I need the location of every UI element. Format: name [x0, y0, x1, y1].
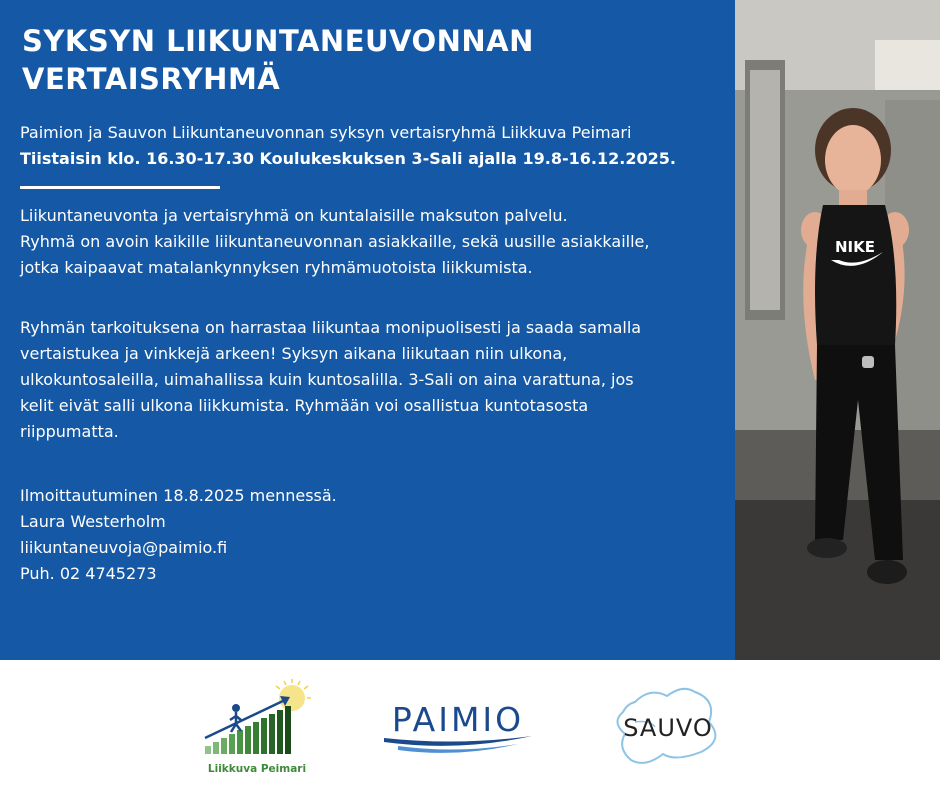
photo-illustration — [735, 0, 940, 660]
paimio-logo — [378, 698, 538, 758]
paragraph-purpose — [20, 315, 720, 445]
liikkuva-peimari-logo-text: Liikkuva Peimari — [207, 763, 307, 775]
registration-deadline: Ilmoittautuminen 18.8.2025 mennessä. — [20, 486, 337, 505]
liikkuva-peimari-logo-graphic — [200, 678, 315, 778]
paimio-logo-graphic — [378, 698, 538, 758]
liikkuva-peimari-logo — [200, 678, 315, 778]
sauvo-logo-text: SAUVO — [623, 714, 713, 742]
trainer-photo — [735, 0, 940, 660]
footer-logos — [0, 660, 940, 788]
divider — [20, 186, 220, 189]
paragraph-line: Ryhmän tarkoituksena on harrastaa liikuntaa monipuolisesti ja saada samalla — [20, 318, 642, 337]
paimio-logo-text: PAIMIO — [391, 700, 525, 739]
paragraph-service — [20, 203, 649, 281]
contact-phone: Puh. 02 4745273 — [20, 564, 157, 583]
schedule-line: Tiistaisin klo. 16.30-17.30 Koulukeskuksen 3-Sali ajalla 19.8-16.12.2025. — [20, 149, 676, 168]
paragraph-line: vertaistukea ja vinkkejä arkeen! Syksyn aikana liikutaan niin ulkona, — [20, 344, 568, 363]
paragraph-line: Ryhmä on avoin kaikille liikuntaneuvonnan asiakkaille, sekä uusille asiakkaille, — [20, 232, 650, 251]
contact-email: liikuntaneuvoja@paimio.fi — [20, 538, 228, 557]
intro-text — [20, 120, 676, 172]
paragraph-line: ulkokuntosaleilla, uimahallissa kuin kuntosalilla. 3-Sali on aina varattuna, jos — [20, 370, 634, 389]
intro-line: Paimion ja Sauvon Liikuntaneuvonnan syksyn vertaisryhmä Liikkuva Peimari — [20, 123, 632, 142]
paragraph-line: kelit eivät salli ulkona liikkumista. Ryhmään voi osallistua kuntotasosta — [20, 396, 589, 415]
title-line-2: VERTAISRYHMÄ — [22, 62, 281, 96]
sauvo-logo-graphic — [605, 682, 730, 777]
sauvo-logo — [605, 682, 730, 777]
poster-title — [22, 22, 534, 98]
paragraph-line: riippumatta. — [20, 422, 119, 441]
title-line-1: SYKSYN LIIKUNTANEUVONNAN — [22, 24, 534, 58]
walker-icon — [232, 704, 240, 712]
shirt-logo-text: NIKE — [834, 238, 876, 256]
paragraph-line: jotka kaipaavat matalankynnyksen ryhmämuotoista liikkumista. — [20, 258, 533, 277]
contact-block — [20, 483, 337, 587]
paragraph-line: Liikuntaneuvonta ja vertaisryhmä on kuntalaisille maksuton palvelu. — [20, 206, 568, 225]
contact-name: Laura Westerholm — [20, 512, 166, 531]
